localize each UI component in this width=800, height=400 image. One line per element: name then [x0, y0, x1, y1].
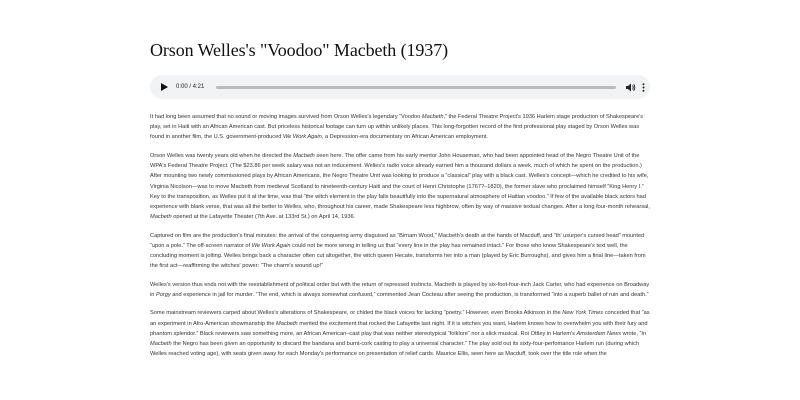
italic-title: Porgy: [155, 291, 171, 298]
italic-title: We Work Again: [251, 242, 291, 249]
more-options-icon[interactable]: [642, 82, 648, 92]
italic-title: Amsterdam News: [576, 330, 622, 337]
text-run: and experience in jail for murder. “The end, which is always somewhat confused,” commented Jean Cocteau after seeing the production, is transformed “into a superb ballet of ruin and death.”: [170, 291, 649, 298]
text-run: seen here. The offer came from his early mentor John Houseman, who had been appointed head of the Negro Theatre Unit of the WPA's Federal Theatre Project. (The $23.86 per week salary was not an inducement. Welles's radio voice already earned him a thousand dollars a week, much of which he spent on the production.) After mounting two newly commissioned plays by African Americans, the Negro Theatre Unit was looking to produce a “classical” play with a black cast. Welles's concept—which he credited to his wife, Virginia Nicolson—was to move Macbeth from medieval Scotland to nineteenth-century Haiti and the court of Henri Christophe (1767?–1820), the former slave who proclaimed himself “King Henry I.” Key to the transposition, as Welles put it at the time, was that “the witch element in the play falls beautifully into the supernatural atmosphere of Haitian voodoo.” If few of the available black actors had experience with blank verse, that was all the better to Welles, who, throughout his career, made Shakespeare less highbrow, often by way of massive textual changes. After a long four-month rehearsal,: [150, 152, 650, 210]
paragraph-4: [150, 280, 650, 300]
article-body: [150, 112, 650, 368]
text-run: Some mainstream reviewers carped about Welles's alterations of Shakespeare, or chided the black voices for lacking “poetry.” However, even Brooks Atkinson in the: [150, 310, 563, 317]
text-run: merited the excitement that rocked the Lafayette last night. If it is witches you want, Harlem knows how to overwhelm you with their fury and phantom splendor.” Black reviewers saw something more, an African American–cast play that was neither stereotypical “folklore” nor a slick musical. Roi Ottley in Harlem's: [150, 320, 648, 337]
italic-title: New York Times: [562, 310, 604, 317]
text-run: opened at the Lafayette Theater (7th Ave. at 133rd St.) on April 14, 1936.: [171, 214, 356, 221]
italic-title: Macbeth: [150, 214, 172, 221]
text-run: conceded that “as an experiment in Afro-American showmanship the: [150, 310, 650, 327]
text-run: the Negro has been given an opportunity to discard the bandana and burnt-cork casting to play a universal character.” The play sold out its sixty-four-perfomance Harlem run (during which Welles reached voting age), with seats given away for each Monday's performance on presentation of relief cards. Maurice Ellis, seen here as Macduff, took over the title role when the: [150, 341, 640, 358]
page-title: Orson Welles's "Voodoo" Macbeth (1937): [150, 40, 448, 60]
text-run: wrote, “In: [621, 330, 647, 337]
audio-player[interactable]: [150, 75, 650, 99]
paragraph-2: [150, 151, 650, 222]
italic-title: Macbeth: [150, 341, 172, 348]
text-run: could not be more wrong in telling us that “every line in the play has remained intact.” For those who know Shakespeare's text well, the concluding moment is jolting. Welles brings back a character often cut altogether, the witch queen Hecate, transforms her into a man (played by Eric Burroughs), and gives him a final line—taken from the first act—reaffirming the witches' power: “The charm's wound up!”: [150, 242, 646, 270]
time-display: 0:00 / 4:21: [176, 84, 205, 90]
text-run: ,” the Federal Theatre Project's 1936 Harlem stage production of Shakespeare's play, set in Haiti with an African American cast. But priceless historical footage can turn up within unlikely places. This long-forgotten record of the first professional play staged by Orson Welles was found in another film, the U.S. government-produced: [150, 114, 644, 141]
italic-title: Macbeth: [421, 114, 444, 120]
italic-title: Macbeth: [276, 320, 298, 327]
text-run: It had long been assumed that no sound or moving images survived from Orson Welles's legendary “Voodoo: [150, 114, 422, 120]
paragraph-1: [150, 112, 650, 143]
volume-icon[interactable]: [626, 82, 636, 92]
text-run: , a Depression-era documentary on African American employment.: [321, 134, 488, 141]
italic-title: We Work Again: [282, 134, 322, 141]
text-run: Orson Welles was twenty years old when he directed the: [150, 152, 294, 159]
progress-track[interactable]: [216, 86, 616, 89]
text-run: Welles's version thus ends not with the reestablishment of political order but with the return of repressed instincts. Macbeth is played by six-foot-four-inch Jack Carter, who had experience on Broadway in: [150, 281, 650, 298]
paragraph-5: [150, 308, 650, 359]
play-icon[interactable]: [158, 81, 170, 93]
paragraph-3: [150, 231, 650, 272]
italic-title: Macbeth: [293, 152, 315, 159]
text-run: Captured on film are the production's final minutes: the arrival of the conquering army disguised as “Birnam Wood,” Macbeth's death at the hands of Macduff, and “th' usurper's cursed head” mounted “upon a pole.” The off-screen narrator of: [150, 232, 645, 249]
